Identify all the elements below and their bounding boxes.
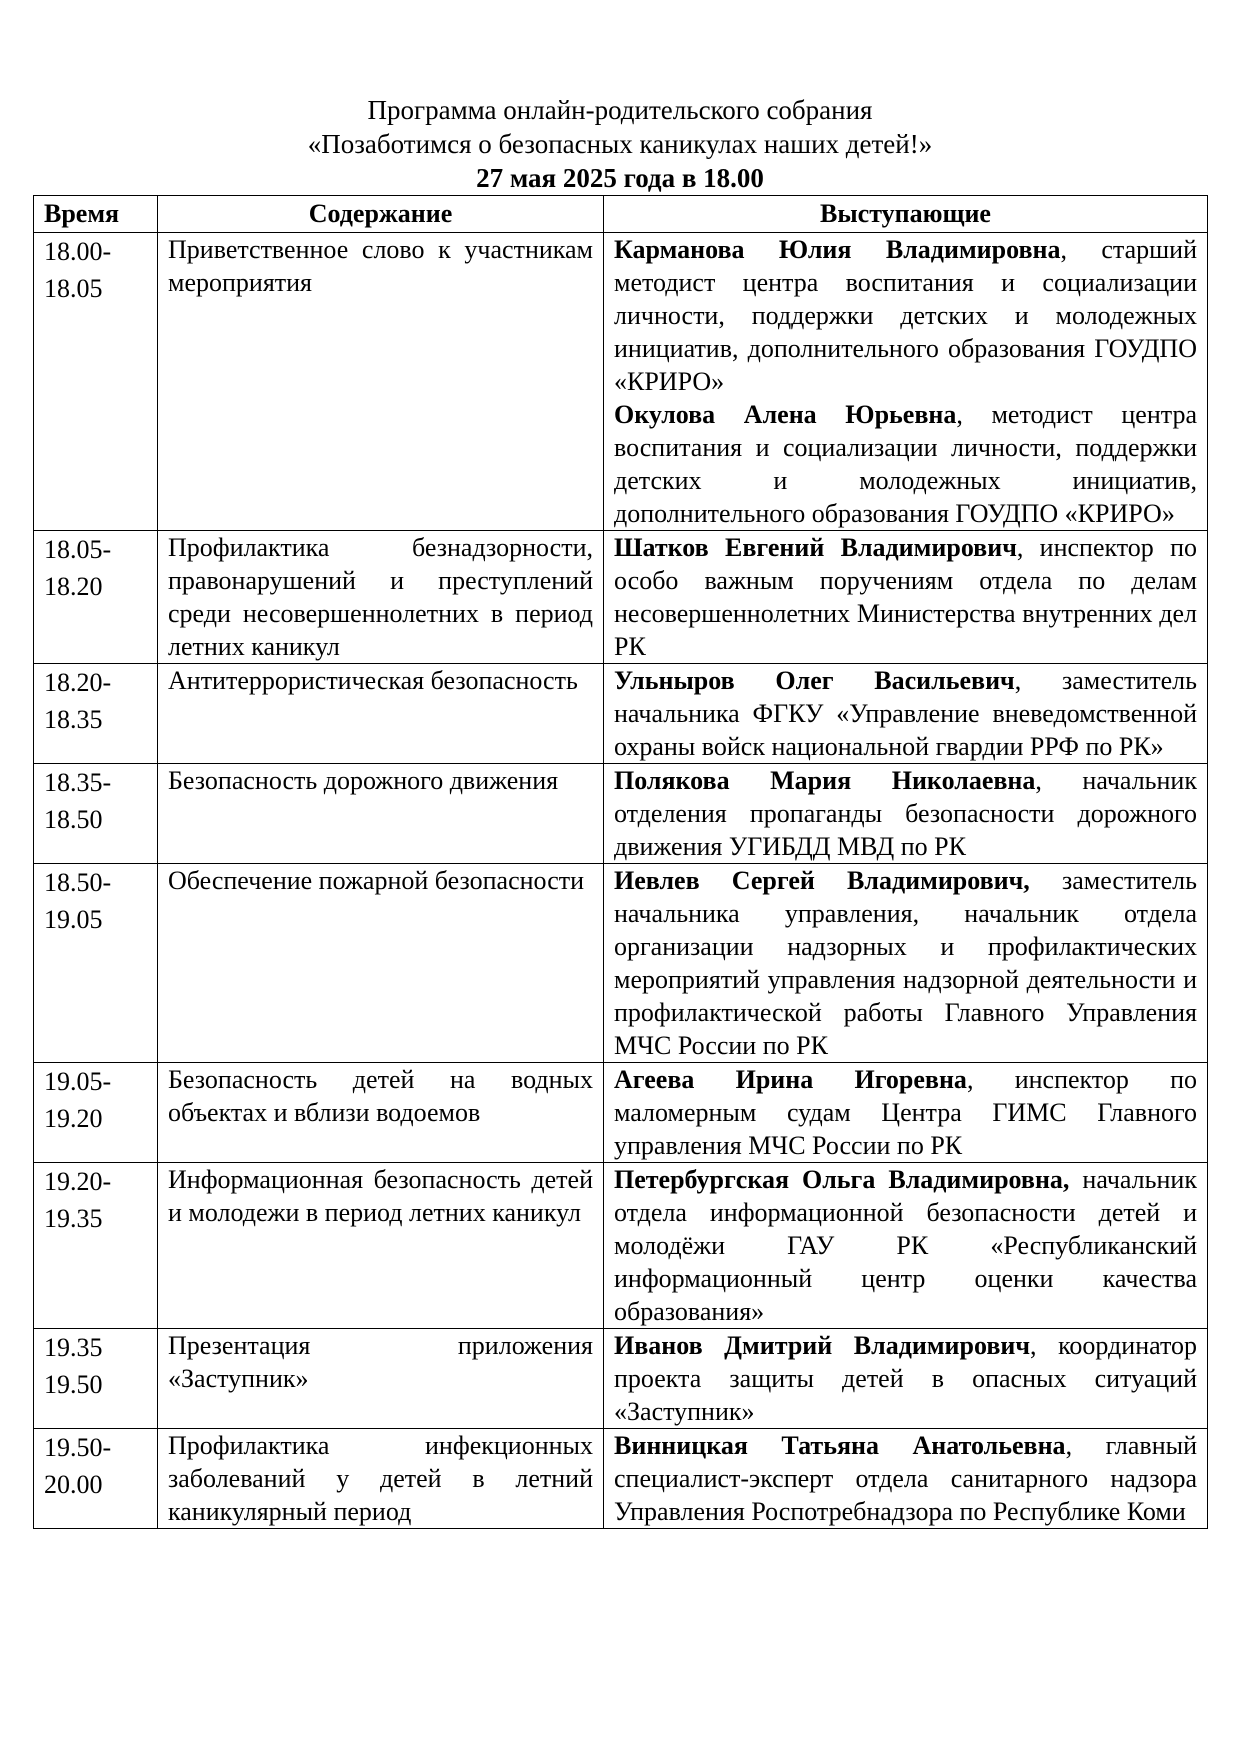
speakers-cell — [604, 764, 1208, 864]
speaker-name-punct: , — [966, 1065, 974, 1094]
table-row — [34, 531, 1208, 664]
time-cell: 19.05- 19.20 — [34, 1063, 158, 1163]
speaker-description: методист центра воспитания и социализации личности, поддержки детских и молодежных инициатив, дополнительного образования ГОУДПО «КРИРО» — [614, 400, 1197, 528]
speaker-entry — [614, 1329, 1197, 1428]
table-header-row — [34, 196, 1208, 233]
program-table — [33, 195, 1208, 1529]
document-heading — [33, 93, 1207, 195]
time-cell: 19.35 19.50 — [34, 1329, 158, 1429]
speaker-name: Полякова Мария Николаевна — [614, 766, 1036, 795]
speaker-name-punct: , — [1065, 1431, 1073, 1460]
column-header-content: Содержание — [158, 196, 604, 233]
speaker-entry — [614, 1429, 1197, 1528]
content-cell: Антитеррористическая безопасность — [158, 664, 604, 764]
content-cell: Презентация приложения «Заступник» — [158, 1329, 604, 1429]
speaker-name-punct: , — [1030, 1331, 1037, 1360]
speaker-name: Агеева Ирина Игоревна — [614, 1065, 967, 1094]
speaker-name-punct: , — [1035, 766, 1042, 795]
heading-line-1: Программа онлайн-родительского собрания — [367, 95, 873, 125]
time-cell: 19.20- 19.35 — [34, 1163, 158, 1329]
speaker-description: главный специалист-эксперт отдела санитарного надзора Управления Роспотребнадзора по Республике Коми — [614, 1431, 1197, 1526]
table-row — [34, 1429, 1208, 1529]
speaker-description: заместитель начальника ФГКУ «Управление вневедомственной охраны войск национальной гвардии РРФ по РК» — [614, 666, 1197, 761]
time-cell: 18.05- 18.20 — [34, 531, 158, 664]
speaker-description: координатор проекта защиты детей в опасных ситуаций «Заступник» — [614, 1331, 1197, 1426]
speakers-cell — [604, 1163, 1208, 1329]
speaker-name: Иванов Дмитрий Владимирович — [614, 1331, 1031, 1360]
speaker-description: старший методист центра воспитания и социализации личности, поддержки детских и молодежных инициатив, дополнительного образования ГОУДПО «КРИРО» — [614, 235, 1197, 396]
content-cell: Приветственное слово к участникам мероприятия — [158, 233, 604, 531]
speakers-cell — [604, 664, 1208, 764]
speaker-entry — [614, 1063, 1197, 1162]
table-row — [34, 1329, 1208, 1429]
program-table-body — [34, 233, 1208, 1529]
speakers-cell — [604, 1429, 1208, 1529]
speakers-cell — [604, 531, 1208, 664]
table-row — [34, 864, 1208, 1063]
content-cell: Безопасность детей на водных объектах и вблизи водоемов — [158, 1063, 604, 1163]
speaker-entry — [614, 398, 1197, 530]
table-row — [34, 1063, 1208, 1163]
speakers-cell — [604, 233, 1208, 531]
speaker-entry — [614, 531, 1197, 663]
speaker-name: Шатков Евгений Владимирович — [614, 533, 1017, 562]
speaker-name-punct: , — [956, 400, 963, 429]
speakers-cell — [604, 864, 1208, 1063]
speaker-description: инспектор по маломерным судам Центра ГИМС Главного управления МЧС России по РК — [614, 1065, 1197, 1160]
time-cell: 19.50- 20.00 — [34, 1429, 158, 1529]
time-cell: 18.00- 18.05 — [34, 233, 158, 531]
content-cell: Профилактика инфекционных заболеваний у детей в летний каникулярный период — [158, 1429, 604, 1529]
speaker-entry — [614, 664, 1197, 763]
speaker-name: Иевлев Сергей Владимирович, — [614, 866, 1030, 895]
heading-date: 27 мая 2025 года в 18.00 — [476, 163, 764, 193]
speakers-cell — [604, 1063, 1208, 1163]
table-row — [34, 664, 1208, 764]
content-cell: Информационная безопасность детей и молодежи в период летних каникул — [158, 1163, 604, 1329]
speaker-entry — [614, 1163, 1197, 1328]
speaker-name: Ульныров Олег Васильевич — [614, 666, 1015, 695]
table-row — [34, 764, 1208, 864]
time-cell: 18.50- 19.05 — [34, 864, 158, 1063]
column-header-speakers: Выступающие — [604, 196, 1208, 233]
speaker-name-punct: , — [1014, 666, 1022, 695]
time-cell: 18.20- 18.35 — [34, 664, 158, 764]
table-row — [34, 1163, 1208, 1329]
speaker-name-punct: , — [1060, 235, 1067, 264]
speaker-name: Петербургская Ольга Владимировна, — [614, 1165, 1070, 1194]
speaker-entry — [614, 233, 1197, 398]
speakers-cell — [604, 1329, 1208, 1429]
speaker-description: начальник отдела информационной безопасности детей и молодёжи ГАУ РК «Республиканский информационный центр оценки качества образования» — [614, 1165, 1197, 1326]
time-cell: 18.35- 18.50 — [34, 764, 158, 864]
content-cell: Безопасность дорожного движения — [158, 764, 604, 864]
speaker-name-punct: , — [1016, 533, 1024, 562]
speaker-description: заместитель начальника управления, начальник отдела организации надзорных и профилактических мероприятий управления надзорной деятельности и профилактической работы Главного Управления МЧС России по РК — [614, 866, 1197, 1060]
table-row — [34, 233, 1208, 531]
speaker-description: начальник отделения пропаганды безопасности дорожного движения УГИБДД МВД по РК — [614, 766, 1197, 861]
speaker-name: Окулова Алена Юрьевна — [614, 400, 957, 429]
speaker-entry — [614, 764, 1197, 863]
speaker-description: инспектор по особо важным поручениям отдела по делам несовершеннолетних Министерства внутренних дел РК — [614, 533, 1197, 661]
heading-line-2: «Позаботимся о безопасных каникулах наших детей!» — [307, 129, 933, 159]
speaker-name: Винницкая Татьяна Анатольевна — [614, 1431, 1066, 1460]
speaker-name: Карманова Юлия Владимировна — [614, 235, 1061, 264]
speaker-entry — [614, 864, 1197, 1062]
column-header-time: Время — [34, 196, 158, 233]
content-cell: Профилактика безнадзорности, правонарушений и преступлений среди несовершеннолетних в период летних каникул — [158, 531, 604, 664]
content-cell: Обеспечение пожарной безопасности — [158, 864, 604, 1063]
